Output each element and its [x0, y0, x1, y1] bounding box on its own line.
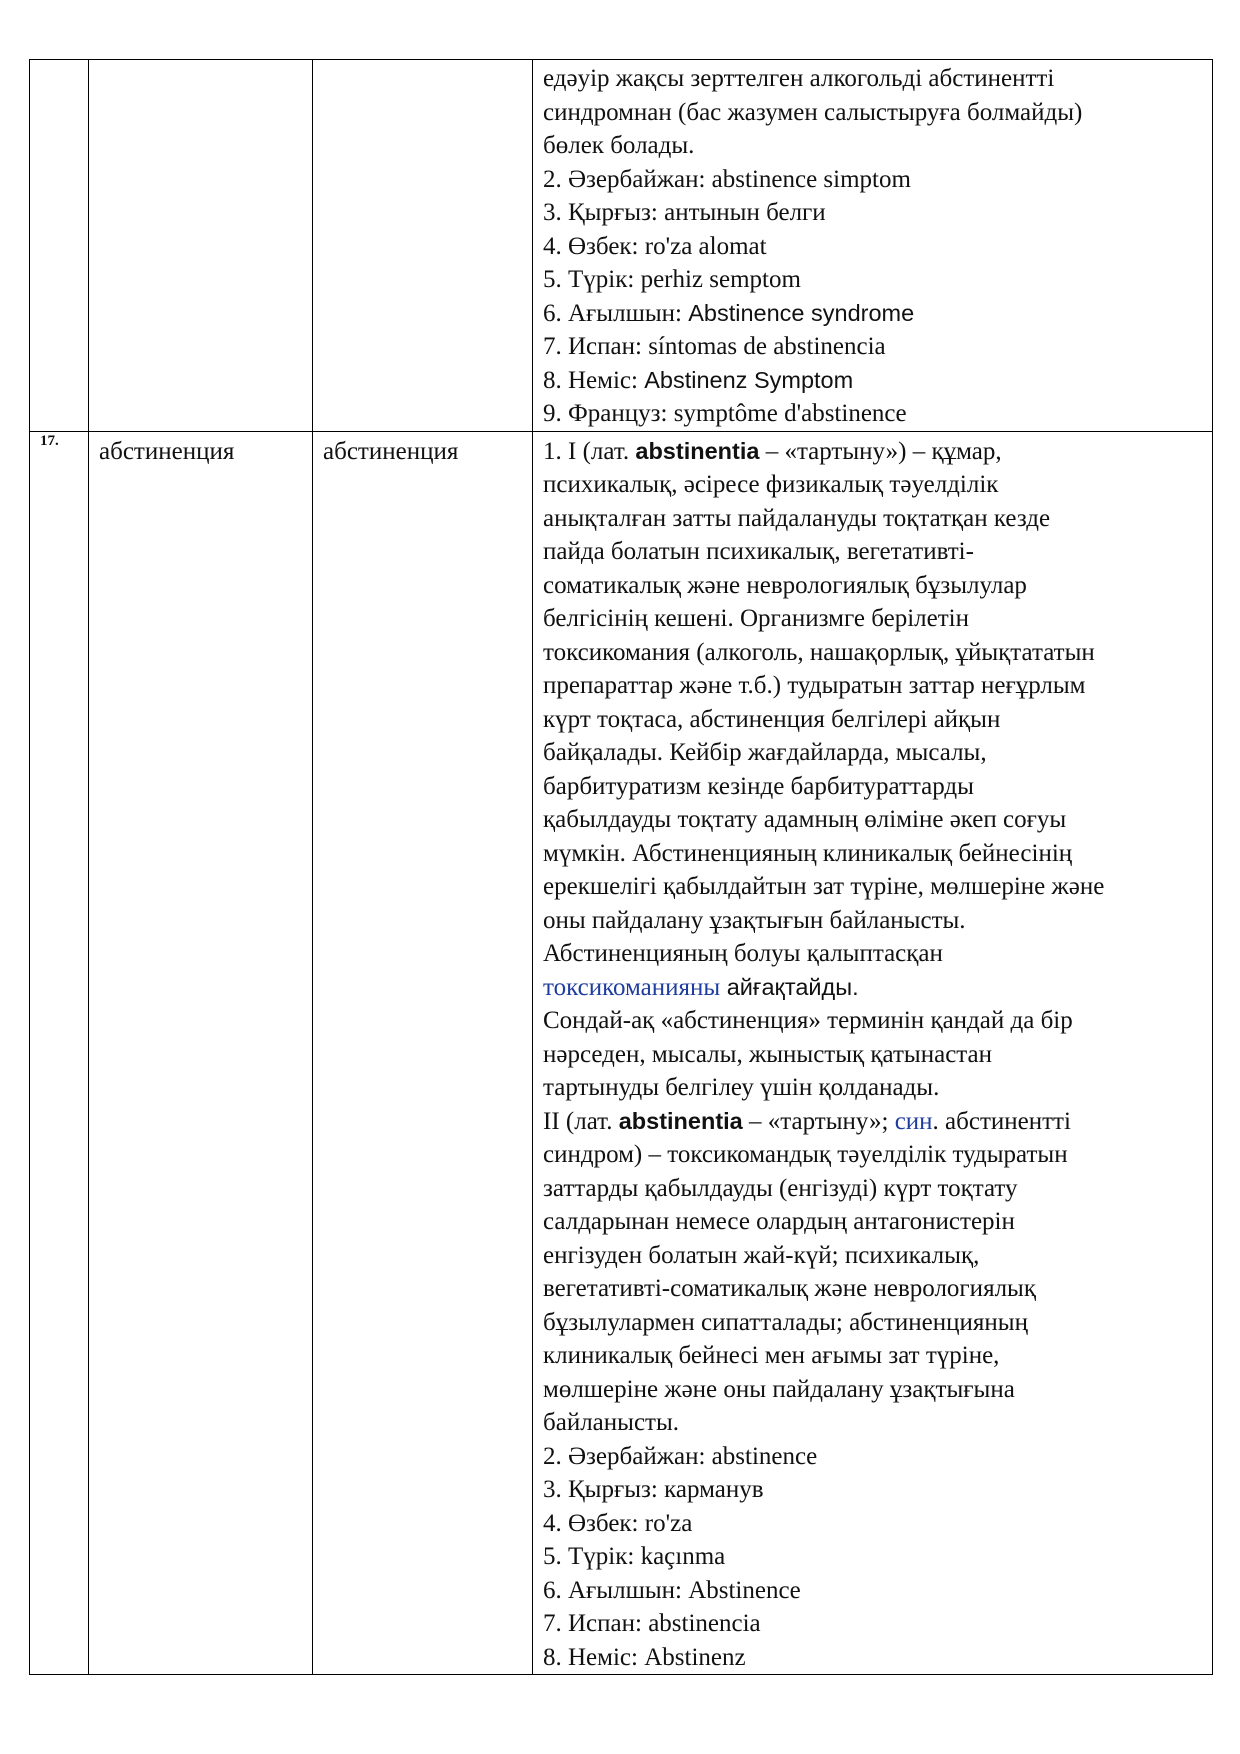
translation-german: 8. Неміс: Abstinenz: [543, 1643, 746, 1671]
translation-turkish: 5. Түрік: kaçınma: [543, 1543, 726, 1570]
term-kz-cell: [89, 431, 313, 1675]
definition-cell: [533, 431, 1213, 1675]
definition-line: токсикоманияны айғақтайды.: [543, 973, 859, 1001]
definition-line: барбитуратизм кезінде барбитураттарды: [543, 772, 974, 800]
definition-line: токсикомания (алкоголь, нашақорлық, ұйықтататын: [543, 638, 1095, 666]
term-kz: абстиненция: [99, 437, 235, 465]
definition-line: тартынуды белгілеу үшін қолданады.: [543, 1074, 940, 1101]
definition-cell: [533, 60, 1213, 432]
definition-line: салдарынан немесе олардың антагонистерін: [543, 1208, 1015, 1235]
definition-line: клиникалық бейнесі мен ағымы зат түріне,: [543, 1342, 1000, 1369]
number-cell: [30, 431, 89, 1675]
term-ru: абстиненция: [323, 437, 459, 465]
translation-azerbaijani: 2. Әзербайжан: abstinence: [543, 1442, 818, 1470]
term-ru-cell: [313, 60, 533, 432]
table-row: [30, 60, 1213, 432]
definition-line: бұзылулармен сипатталады; абстиненцияның: [543, 1308, 1028, 1336]
definition-line: бөлек болады.: [543, 132, 695, 159]
table-row: [30, 431, 1213, 1675]
definition-line: оны пайдалану ұзақтығын байланысты.: [543, 906, 966, 934]
translation-spanish: 7. Испан: abstinencia: [543, 1610, 761, 1637]
definition-line: қабылдауды тоқтату адамның өліміне әкеп соғуы: [543, 806, 1067, 833]
definition-line: соматикалық және неврологиялық бұзылулар: [543, 571, 1027, 599]
synonym-link[interactable]: син: [894, 1107, 933, 1135]
definition-line: байланысты.: [543, 1409, 680, 1436]
translation-uzbek: 4. Өзбек: ro'za alomat: [543, 232, 767, 260]
translation-turkish: 5. Түрік: perhiz semptom: [543, 266, 801, 293]
translation-english: 6. Ағылшын: Abstinence: [543, 1576, 801, 1604]
definition-line: анықталған затты пайдалануды тоқтатқан кезде: [543, 504, 1051, 532]
translation-french: 9. Француз: symptôme d'abstinence: [543, 400, 907, 427]
definition-line: психикалық, әсіресе физикалық тәуелділік: [543, 471, 999, 498]
definition-line: байқалады. Кейбір жағдайларда, мысалы,: [543, 739, 987, 766]
term-kz-cell: [89, 60, 313, 432]
translation-german: 8. Неміс: Abstinenz Symptom: [543, 366, 854, 394]
definition-line: Абстиненцияның болуы қалыптасқан: [543, 940, 943, 967]
definition-line: II (лат. abstinentia – «тартыну»; син. абстинентті: [543, 1107, 1071, 1135]
dictionary-table: [29, 59, 1213, 1675]
definition-line: нәрседен, мысалы, жыныстық қатынастан: [543, 1040, 992, 1068]
translation-azerbaijani: 2. Әзербайжан: abstinence simptom: [543, 165, 911, 193]
definition-line: күрт тоқтаса, абстиненция белгілері айқын: [543, 705, 1001, 733]
translation-kyrgyz: 3. Қырғыз: антынын белги: [543, 199, 826, 226]
definition-line: енгізуден болатын жай-күй; психикалық,: [543, 1241, 980, 1269]
definition-line: вегетативті-соматикалық және неврологиялық: [543, 1275, 1036, 1302]
definition-line: синдромнан (бас жазумен салыстыруға болмайды): [543, 98, 1083, 126]
translation-kyrgyz: 3. Қырғыз: карманув: [543, 1476, 764, 1503]
definition-line: 1. I (лат. abstinentia – «тартыну») – құмар,: [543, 437, 1002, 465]
toxicomania-link[interactable]: токсикоманияны: [543, 973, 721, 1001]
translation-english: 6. Ағылшын: Abstinence syndrome: [543, 299, 915, 327]
definition-line: белгісінің кешені. Организмге берілетін: [543, 605, 969, 632]
definition-line: пайда болатын психикалық, вегетативті-: [543, 538, 974, 565]
definition-line: едәуір жақсы зерттелген алкогольді абстинентті: [543, 65, 1055, 92]
definition-line: препараттар және т.б.) тудыратын заттар неғұрлым: [543, 672, 1086, 699]
definition-line: ерекшелігі қабылдайтын зат түріне, мөлшеріне және: [543, 873, 1105, 900]
definition-text: [533, 432, 1212, 1675]
definition-line: мүмкін. Абстиненцияның клиникалық бейнесінің: [543, 839, 1073, 867]
definition-line: заттарды қабылдауды (енгізуді) күрт тоқтату: [543, 1174, 1018, 1202]
term-ru-cell: [313, 431, 533, 1675]
translation-spanish: 7. Испан: síntomas de abstinencia: [543, 333, 886, 360]
number-cell: [30, 60, 89, 432]
definition-text: [533, 60, 1212, 431]
definition-line: мөлшеріне және оны пайдалану ұзақтығына: [543, 1375, 1015, 1403]
entry-number: 17.: [40, 432, 59, 449]
definition-line: Сондай-ақ «абстиненция» терминін қандай да бір: [543, 1007, 1073, 1034]
translation-uzbek: 4. Өзбек: ro'za: [543, 1509, 693, 1537]
definition-line: синдром) – токсикомандық тәуелділік тудыратын: [543, 1141, 1068, 1168]
